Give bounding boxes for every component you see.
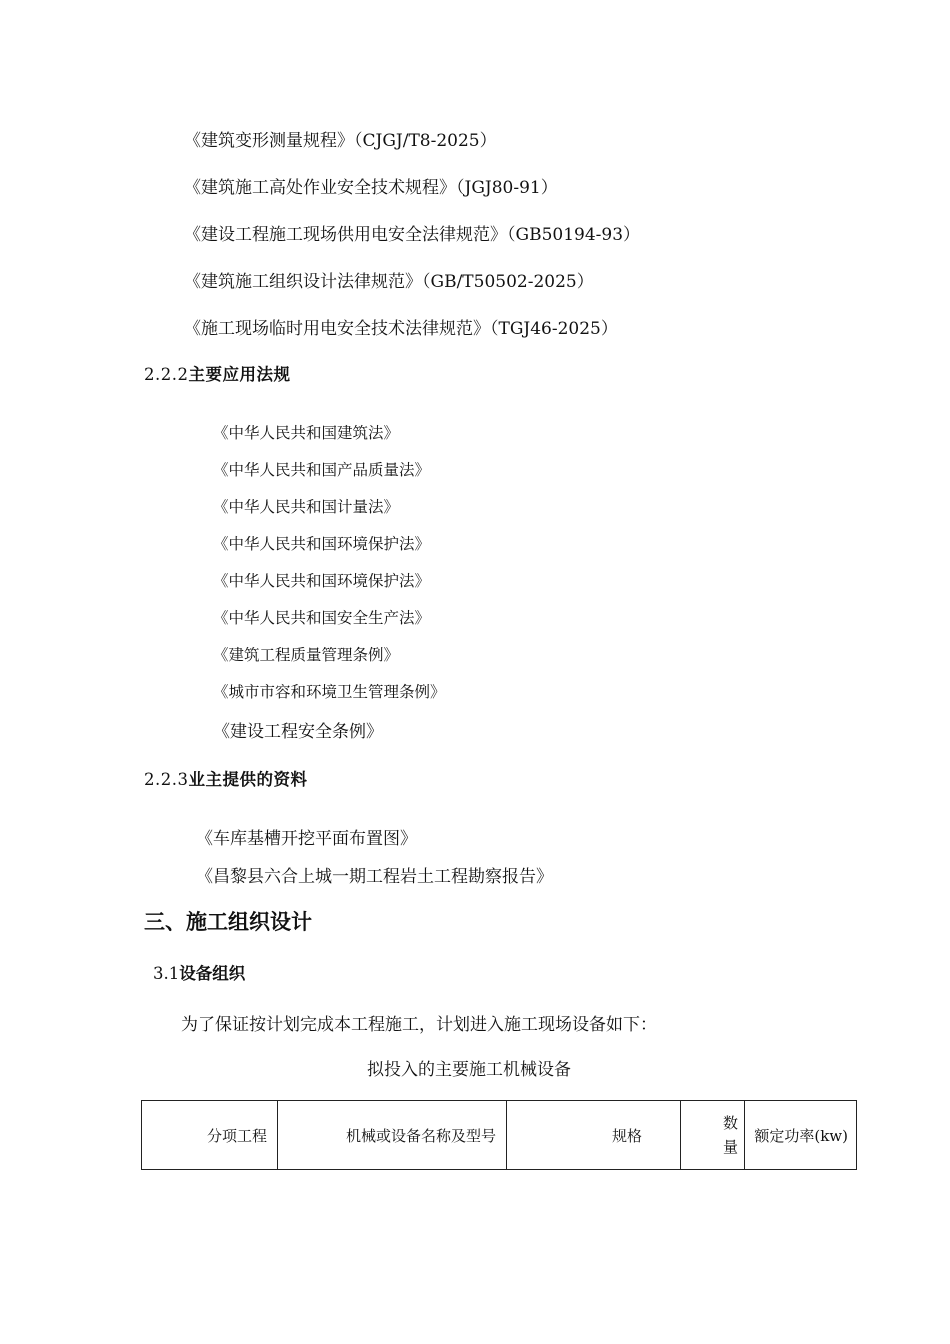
header-label-line: 数 [722, 1114, 738, 1132]
header-label: 规格 [611, 1126, 642, 1145]
standard-item: 《建筑施工高处作业安全技术规程》（JGJ80-91） [184, 178, 558, 198]
standard-item: 《建筑施工组织设计法律规范》（GB/T50502-2025） [184, 272, 594, 292]
section-heading-2-2-3 [144, 766, 307, 790]
owner-doc-item: 《昌黎县六合上城一期工程岩土工程勘察报告》 [196, 867, 553, 887]
law-item: 《城市市容和环境卫生管理条例》 [213, 683, 446, 701]
table-caption: 拟投入的主要施工机械设备 [367, 1060, 571, 1080]
law-item: 《中华人民共和国产品质量法》 [213, 461, 431, 479]
section-title: 主要应用法规 [188, 365, 291, 384]
header-cell-spec [507, 1101, 681, 1170]
section-heading-2-2-2 [144, 361, 290, 385]
header-cell-power [745, 1101, 857, 1170]
law-item: 《中华人民共和国环境保护法》 [213, 572, 431, 590]
header-cell-project [142, 1101, 278, 1170]
equipment-table [141, 1100, 857, 1170]
section-number: 2.2.2 [144, 365, 189, 384]
chapter-heading: 三、施工组织设计 [144, 910, 312, 934]
header-label [723, 1111, 738, 1159]
law-item: 《建设工程安全条例》 [213, 722, 383, 742]
header-label: 分项工程 [206, 1126, 267, 1145]
section-number: 3.1 [153, 964, 180, 983]
section-number: 2.2.3 [144, 770, 189, 789]
header-label: 机械或设备名称及型号 [345, 1126, 496, 1145]
standard-item: 《施工现场临时用电安全技术法律规范》（TGJ46-2025） [184, 319, 618, 339]
owner-doc-item: 《车库基槽开挖平面布置图》 [196, 829, 417, 849]
section-title: 设备组织 [179, 964, 246, 983]
law-item: 《中华人民共和国计量法》 [213, 498, 400, 516]
table-header-row [142, 1101, 857, 1170]
law-item: 《中华人民共和国环境保护法》 [213, 535, 431, 553]
law-item: 《中华人民共和国建筑法》 [213, 424, 400, 442]
header-cell-machine [278, 1101, 507, 1170]
header-label-line: 量 [722, 1138, 738, 1156]
header-label: 额定功率(kw) [754, 1126, 848, 1145]
law-item: 《中华人民共和国安全生产法》 [213, 609, 431, 627]
intro-paragraph: 为了保证按计划完成本工程施工，计划进入施工现场设备如下： [181, 1015, 657, 1035]
law-item: 《建筑工程质量管理条例》 [213, 646, 400, 664]
standard-item: 《建筑变形测量规程》（CJGJ/T8-2025） [184, 131, 497, 151]
section-heading-3-1 [153, 960, 245, 984]
section-title: 业主提供的资料 [188, 770, 308, 789]
header-cell-quantity [681, 1101, 745, 1170]
standard-item: 《建设工程施工现场供用电安全法律规范》（GB50194-93） [184, 225, 641, 245]
